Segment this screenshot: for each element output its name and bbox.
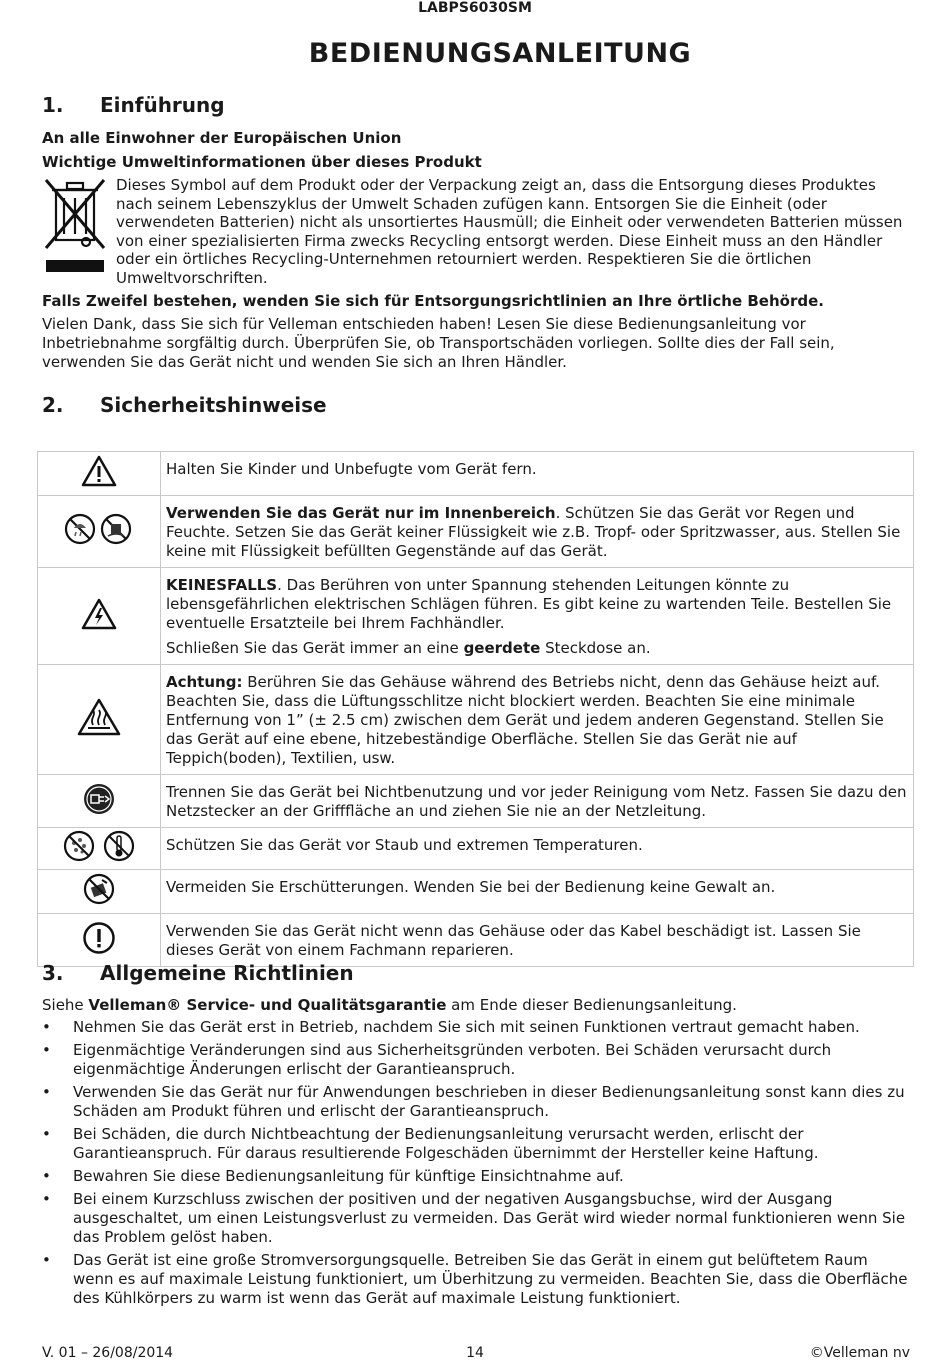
safety-text xyxy=(161,568,914,665)
list-item: • Das Gerät ist eine große Stromversorgungsquelle. Betreiben Sie das Gerät in einem gut belüftetem Raum wenn es auf maximale Leistung funktioniert, um Überhitzung zu vermeiden. Beachten Sie, dass die Oberfläche des Kühlkörpers zu warm ist wenn das Gerät auf maximale Leistung funktioniert. xyxy=(42,1251,912,1308)
text-part: am Ende dieser Bedienungsanleitung. xyxy=(446,996,737,1014)
safety-sentence: Schützen Sie das Gerät vor Staub und extremen Temperaturen. xyxy=(166,836,643,854)
safety-sentence-rest: . Schützen Sie das Gerät vor Regen und Feuchte. Setzen Sie das Gerät keiner Flüssigkeit wie z.B. Tropf- oder Spritzwasser, aus. Stellen Sie keine mit Flüssigkeit befüllten Gegenstände auf das Gerät. xyxy=(166,504,901,560)
text-part: Steckdose an. xyxy=(540,639,651,657)
thank-you-paragraph: Vielen Dank, dass Sie sich für Velleman entschieden haben! Lesen Sie diese Bedienungsanleitung vor Inbetriebnahme sorgfältig durch. Überprüfen Sie, ob Transportschäden vorliegen. Sollte dies der Fall sein, verwenden Sie das Gerät nicht und wenden Sie sich an Ihren Händler. xyxy=(42,315,835,371)
emphasis: Verwenden Sie das Gerät nur im Innenbereich xyxy=(166,504,556,522)
table-row xyxy=(38,914,914,967)
emphasis: geerdete xyxy=(463,639,541,657)
indoor-only-icons xyxy=(38,496,161,568)
safety-text xyxy=(161,914,914,967)
guarantee-intro xyxy=(42,996,912,1015)
table-row xyxy=(38,775,914,828)
guarantee-reference: Velleman® Service- und Qualitätsgarantie xyxy=(88,996,447,1014)
disposal-authority-note: Falls Zweifel bestehen, wenden Sie sich für Entsorgungsrichtlinien an Ihre örtliche Behörde. xyxy=(42,292,824,310)
section-3-heading xyxy=(42,961,354,985)
safety-text xyxy=(161,496,914,568)
wee-disposal-text: Dieses Symbol auf dem Produkt oder der Verpackung zeigt an, dass die Entsorgung dieses Produktes nach seinem Lebenszyklus der Umwelt Schaden zufügen kann. Entsorgen Sie die Einheit (oder verwendeten Batterien) nicht als unsortiertes Hausmüll; die Einheit oder verwendeten Batterien müssen von einer spezialisierten Firma zwecks Recycling entsorgt werden. Diese Einheit muss an den Händler oder ein örtliches Recycling-Unternehmen retourniert werden. Respektieren Sie die örtlichen Umweltvorschriften. xyxy=(116,176,903,287)
safety-text xyxy=(161,665,914,775)
safety-sentence-rest: . Das Berühren von unter Spannung stehenden Leitungen könnte zu lebensgefährlichen elektrischen Schlägen führen. Es gibt keine zu wartenden Teile. Bestellen Sie eventuelle Ersatzteile bei Ihrem Fachhändler. xyxy=(166,576,892,632)
table-row xyxy=(38,665,914,775)
unplug-icon xyxy=(38,775,161,828)
section-title: Einführung xyxy=(100,93,225,117)
model-number: LABPS6030SM xyxy=(418,0,532,16)
electric-shock-icon xyxy=(38,568,161,665)
list-item: • Bewahren Sie diese Bedienungsanleitung für künftige Einsichtnahme auf. xyxy=(42,1167,912,1186)
guidelines-list xyxy=(42,1018,912,1312)
dust-temperature-icons xyxy=(38,828,161,870)
safety-sentence xyxy=(166,576,909,633)
warning-triangle-icon xyxy=(38,452,161,496)
section-2-heading xyxy=(42,393,327,417)
text-part: Siehe xyxy=(42,996,89,1014)
section-number: 1. xyxy=(42,93,64,117)
safety-sentence xyxy=(166,504,909,561)
document-title: BEDIENUNGSANLEITUNG xyxy=(308,38,692,69)
footer-version: V. 01 – 26/08/2014 xyxy=(42,1345,174,1361)
safety-sentence: Halten Sie Kinder und Unbefugte vom Gerät fern. xyxy=(166,460,537,478)
safety-text xyxy=(161,452,914,496)
page-number: 14 xyxy=(466,1345,484,1361)
footer-copyright: ©Velleman nv xyxy=(809,1345,910,1361)
safety-sentence-rest: Berühren Sie das Gehäuse während des Betriebs nicht, denn das Gehäuse heizt auf. Beachten Sie, dass die Lüftungsschlitze nicht blockiert werden. Beachten Sie eine minimale Entfernung von 1” (± 2.5 cm) zwischen dem Gerät und jedem anderen Gegenstand. Stellen Sie das Gerät auf eine ebene, hitzebeständige Oberfläche. Stellen Sie das Gerät nie auf Teppich(boden), Textilien, usw. xyxy=(166,673,884,767)
list-item: • Bei einem Kurzschluss zwischen der positiven und der negativen Ausgangsbuchse, wird der Ausgang ausgeschaltet, um einen Leistungsverlust zu vermeiden. Das Gerät wird wieder normal funktionieren wenn Sie das Problem gelöst haben. xyxy=(42,1190,912,1247)
safety-sentence xyxy=(166,673,909,768)
emphasis: KEINESFALLS xyxy=(166,576,278,594)
section-1-heading xyxy=(42,93,225,117)
safety-text xyxy=(161,775,914,828)
safety-sentence: Trennen Sie das Gerät bei Nichtbenutzung und vor jeder Reinigung vom Netz. Fassen Sie dazu den Netzstecker an der Grifffläche an und ziehen Sie nie an der Netzleitung. xyxy=(166,783,907,820)
safety-sentence: Vermeiden Sie Erschütterungen. Wenden Sie bei der Bedienung keine Gewalt an. xyxy=(166,878,776,896)
exclamation-circle-icon xyxy=(38,914,161,967)
hot-surface-icon xyxy=(38,665,161,775)
table-row xyxy=(38,452,914,496)
safety-text xyxy=(161,870,914,914)
text-part: Schließen Sie das Gerät immer an eine xyxy=(166,639,464,657)
table-row xyxy=(38,870,914,914)
table-row xyxy=(38,828,914,870)
safety-table xyxy=(37,451,914,967)
safety-text xyxy=(161,828,914,870)
section-number: 3. xyxy=(42,961,64,985)
section-title: Allgemeine Richtlinien xyxy=(100,961,354,985)
list-item: • Verwenden Sie das Gerät nur für Anwendungen beschrieben in dieser Bedienungsanleitung sonst kann dies zu Schäden am Produkt führen und erlischt der Garantieanspruch. xyxy=(42,1083,912,1121)
list-item: • Eigenmächtige Veränderungen sind aus Sicherheitsgründen verboten. Bei Schäden verursacht durch eigenmächtige Änderungen erlischt der Garantieanspruch. xyxy=(42,1041,912,1079)
wee-bin-icon xyxy=(42,176,108,276)
list-item: • Nehmen Sie das Gerät erst in Betrieb, nachdem Sie sich mit seinen Funktionen vertraut gemacht haben. xyxy=(42,1018,912,1037)
section-title: Sicherheitshinweise xyxy=(100,393,327,417)
safety-sentence xyxy=(166,639,909,658)
list-item: • Bei Schäden, die durch Nichtbeachtung der Bedienungsanleitung verursacht werden, erlischt der Garantieanspruch. Für daraus resultierende Folgeschäden übernimmt der Hersteller keine Haftung. xyxy=(42,1125,912,1163)
emphasis: Achtung: xyxy=(166,673,243,691)
safety-sentence: Verwenden Sie das Gerät nicht wenn das Gehäuse oder das Kabel beschädigt ist. Lassen Sie dieses Gerät von einem Fachmann reparieren. xyxy=(166,922,861,959)
table-row xyxy=(38,568,914,665)
section-number: 2. xyxy=(42,393,64,417)
environment-subheading: Wichtige Umweltinformationen über dieses Produkt xyxy=(42,153,482,171)
table-row xyxy=(38,496,914,568)
eu-residents-subheading: An alle Einwohner der Europäischen Union xyxy=(42,129,402,147)
no-shock-icon xyxy=(38,870,161,914)
